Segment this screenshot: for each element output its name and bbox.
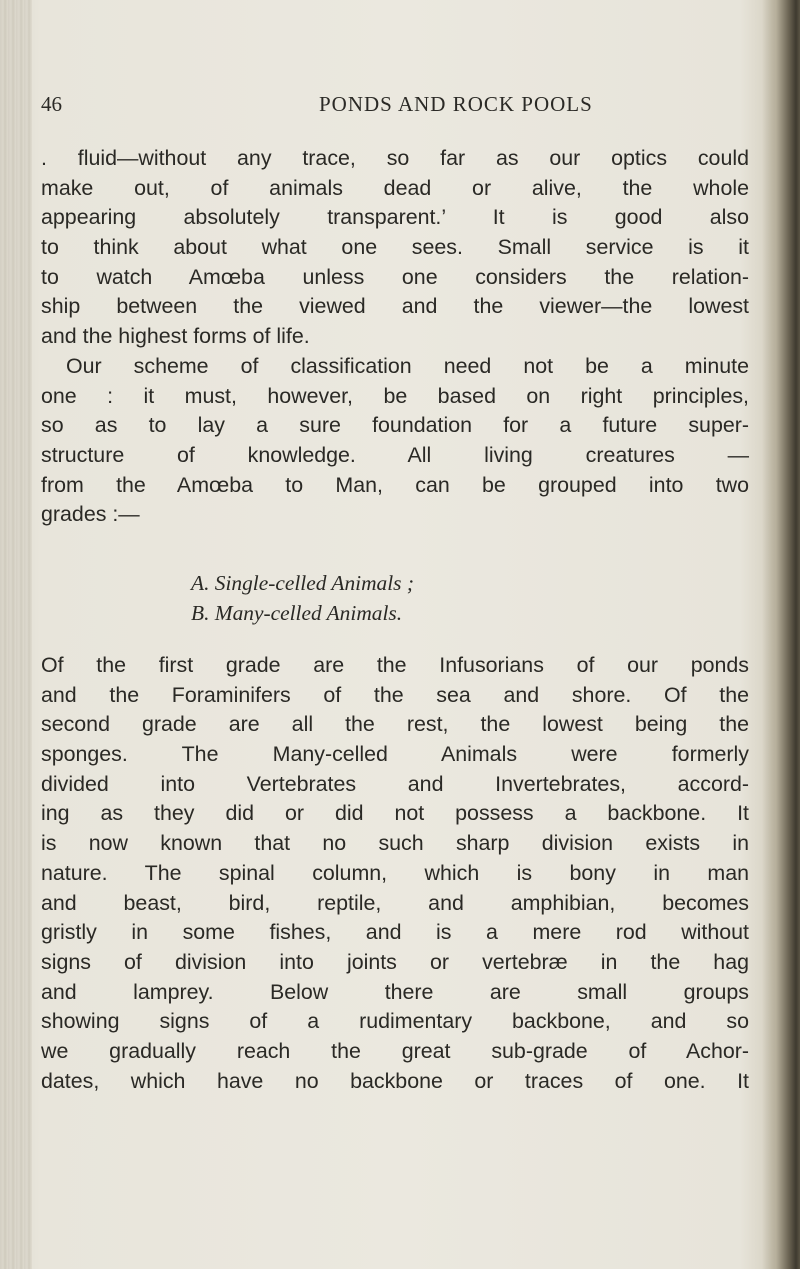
text-line: grades :—: [41, 502, 140, 527]
text-line: dates, which have no backbone or traces of one. It: [41, 1068, 749, 1093]
text-line: Our scheme of classification need not be a minute: [66, 353, 749, 378]
binding-shadow: [762, 0, 800, 1269]
grades-list: [41, 569, 749, 629]
page-number: 46: [41, 92, 62, 116]
text-line: from the Amœba to Man, can be grouped into two: [41, 472, 749, 497]
text-line: we gradually reach the great sub-grade of Achor-: [41, 1038, 749, 1063]
text-line: showing signs of a rudimentary backbone, and so: [41, 1009, 749, 1034]
text-line: signs of division into joints or vertebræ in the hag: [41, 949, 749, 974]
text-line: sponges. The Many-celled Animals were formerly: [41, 742, 749, 767]
text-line: one : it must, however, be based on right principles,: [41, 383, 749, 408]
text-line: and the Foraminifers of the sea and shore. Of the: [41, 682, 749, 707]
grade-b: B. Many-celled Animals.: [191, 601, 403, 625]
text-line: and the highest forms of life.: [41, 324, 310, 349]
text-line: is now known that no such sharp division exists in: [41, 831, 749, 856]
text-line: appearing absolutely transparent.’ It is good also: [41, 205, 749, 230]
text-line: ship between the viewed and the viewer—the lowest: [41, 294, 749, 319]
text-block-upper: [41, 144, 749, 530]
text-line: and beast, bird, reptile, and amphibian, becomes: [41, 890, 749, 915]
grade-a: A. Single-celled Animals ;: [191, 571, 414, 595]
text-line: divided into Vertebrates and Invertebrates, accord-: [41, 771, 749, 796]
running-head: PONDS AND ROCK POOLS: [319, 92, 593, 116]
text-line: second grade are all the rest, the lowest being the: [41, 712, 749, 737]
text-line: gristly in some fishes, and is a mere rod without: [41, 920, 749, 945]
text-line: and lamprey. Below there are small groups: [41, 979, 749, 1004]
left-page-edge: [0, 0, 32, 1269]
text-block-lower: [41, 651, 749, 1096]
text-line: . fluid—without any trace, so far as our optics could: [41, 146, 749, 170]
text-line: so as to lay a sure foundation for a future super-: [41, 413, 749, 438]
text-line: make out, of animals dead or alive, the whole: [41, 175, 749, 200]
text-line: nature. The spinal column, which is bony in man: [41, 860, 749, 885]
text-line: ing as they did or did not possess a backbone. It: [41, 801, 749, 826]
text-line: to think about what one sees. Small service is it: [41, 235, 749, 260]
text-line: structure of knowledge. All living creatures —: [41, 442, 749, 467]
text-line: Of the first grade are the Infusorians of our ponds: [41, 653, 749, 677]
page-header: [41, 92, 741, 122]
text-line: to watch Amœba unless one considers the relation-: [41, 264, 749, 289]
